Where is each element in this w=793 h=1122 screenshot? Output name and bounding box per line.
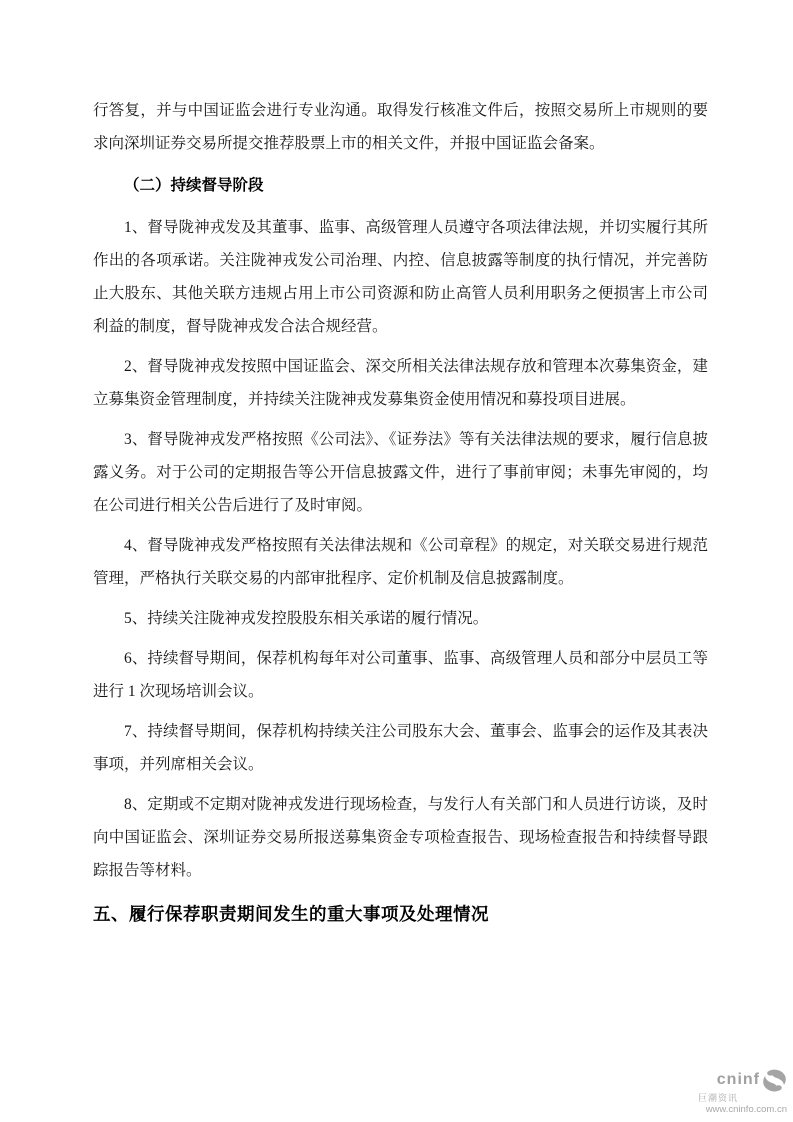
cninfo-logo-row: [677, 1068, 787, 1093]
body-paragraph-5: 5、持续关注陇神戎发控股股东相关承诺的履行情况。: [124, 610, 489, 627]
body-paragraph-1: 1、督导陇神戎发及其董事、监事、高级管理人员遵守各项法律法规，并切实履行其所作出的各项承诺。关注陇神戎发公司治理、内控、信息披露等制度的执行情况，并完善防止大股东、其他关联方违规占用上市公司资源和防止高管人员利用职务之便损害上市公司利益的制度，督导陇神戎发合法合规经营。: [93, 219, 708, 335]
cninfo-watermark: [677, 1068, 787, 1115]
body-paragraph-7: 7、持续督导期间，保荐机构持续关注公司股东大会、董事会、监事会的运作及其表决事项，并列席相关会议。: [93, 723, 708, 773]
body-paragraph-2: 2、督导陇神戎发按照中国证监会、深交所相关法律法规存放和管理本次募集资金，建立募集资金管理制度，并持续关注陇神戎发募集资金使用情况和募投项目进展。: [93, 358, 708, 408]
cninfo-logo-text: cninf: [716, 1071, 760, 1088]
cninfo-swirl-icon: [762, 1068, 787, 1093]
body-paragraph-3: 3、督导陇神戎发严格按照《公司法》、《证券法》等有关法律法规的要求，履行信息披露义务。对于公司的定期报告等公开信息披露文件，进行了事前审阅；未事先审阅的，均在公司进行相关公告后进行了及时审阅。: [93, 431, 708, 514]
body-paragraph-6: 6、持续督导期间，保荐机构每年对公司董事、监事、高级管理人员和部分中层员工等进行 1 次现场培训会议。: [93, 650, 708, 700]
continuation-paragraph: 行答复，并与中国证监会进行专业沟通。取得发行核准文件后，按照交易所上市规则的要求向深圳证券交易所提交推荐股票上市的相关文件，并报中国证监会备案。: [93, 102, 708, 152]
cninfo-brand-cn: 巨潮资讯: [697, 1092, 738, 1103]
cninfo-url: www.cninfo.com.cn: [705, 1103, 787, 1115]
body-paragraph-8: 8、定期或不定期对陇神戎发进行现场检查，与发行人有关部门和人员进行访谈，及时向中国证监会、深圳证券交易所报送募集资金专项检查报告、现场检查报告和持续督导跟踪报告等材料。: [93, 796, 708, 879]
body-paragraph-4: 4、督导陇神戎发严格按照有关法律法规和《公司章程》的规定，对关联交易进行规范管理，严格执行关联交易的内部审批程序、定价机制及信息披露制度。: [93, 537, 708, 587]
section-heading-continuous-supervision: （二）持续督导阶段: [124, 177, 264, 194]
section-heading-major-events: 五、履行保荐职责期间发生的重大事项及处理情况: [93, 904, 489, 924]
